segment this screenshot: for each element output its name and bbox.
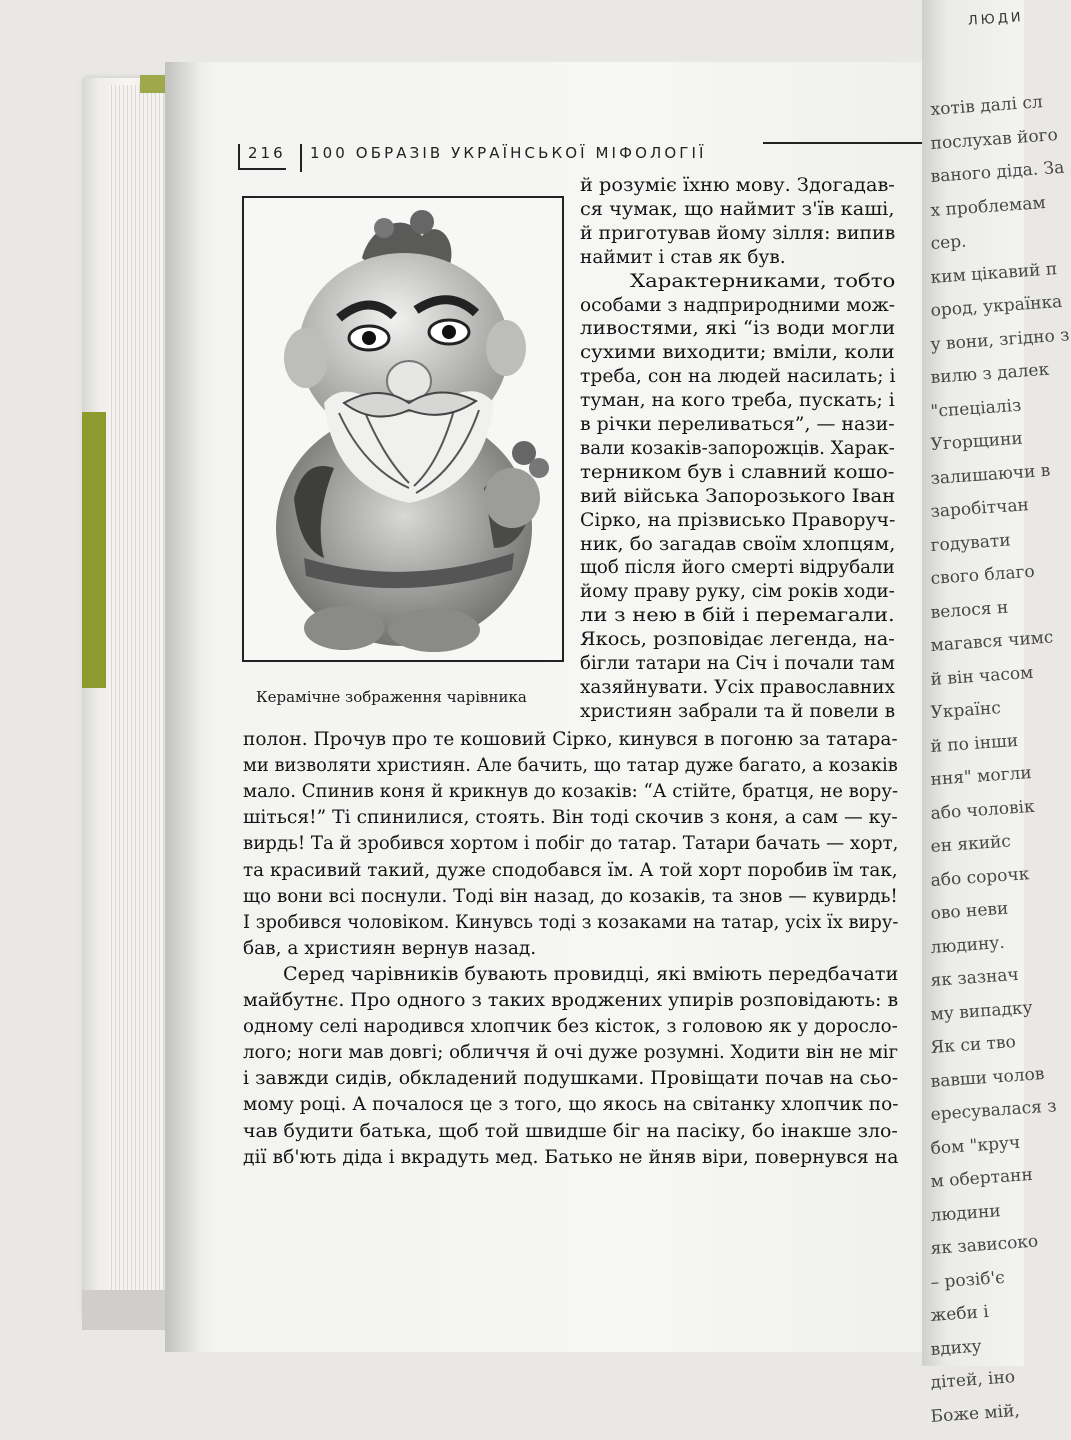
page-number: 216 — [248, 144, 286, 162]
facing-text-line: й він часом — [930, 662, 1034, 690]
facing-text-line: або чоловік — [930, 796, 1036, 824]
text-line: ливостями, які “із води могли — [580, 318, 896, 340]
header-bar — [238, 144, 240, 168]
text-line: ли з нею в бій і перемагали. — [580, 605, 895, 627]
text-line: лого; ноги мав довгі; обличчя й очі дуже розумні. Ходити він не міг — [243, 1042, 898, 1064]
text-line: вали козаків-запорожців. Харак- — [580, 437, 895, 459]
text-line: І зробився чоловіком. Кинувсь тоді з козаками на татар, усіх їх виру- — [243, 911, 899, 933]
text-line: вирдь! Та й зробився хортом і побіг до татар. Татари бачать — хорт, — [243, 833, 899, 855]
text-line: наймит і став як був. — [580, 246, 786, 268]
facing-text-line: сер. — [930, 231, 968, 254]
facing-text-line: ння" могли — [930, 762, 1033, 790]
facing-text-line: бом "круч — [930, 1132, 1021, 1159]
text-line: ник, бо загадав своїм хлопцям, — [580, 533, 896, 555]
facing-text-line: жеби і — [930, 1301, 990, 1326]
facing-text-line: дітей, іно — [930, 1367, 1016, 1393]
text-line: Якось, розповідає легенда, на- — [580, 629, 895, 651]
text-line: ся чумак, що наймит з'їв каші, — [580, 198, 895, 220]
page-number-underline — [238, 168, 286, 170]
facing-text-line: магався чимс — [930, 627, 1055, 656]
text-line: треба, сон на людей насилать; і — [580, 366, 896, 388]
facing-text-line: Угорщини — [930, 428, 1024, 455]
text-line: Сірко, на прізвисько Праворуч- — [580, 509, 896, 531]
text-line: християн забрали та й повели в — [580, 700, 896, 722]
text-line: щоб після його смерті відрубали — [580, 557, 895, 579]
text-line: ми визволяти християн. Але бачить, що татар дуже багато, а козаків — [243, 755, 898, 777]
facing-text-line: хотів далі сл — [930, 92, 1044, 120]
text-line: і завжди сидів, обкладений подушками. Провіщати почав на сьо- — [243, 1068, 899, 1090]
facing-text-line: му випадку — [930, 997, 1034, 1025]
spine-bottom — [82, 1290, 168, 1330]
text-line: й приготував йому зілля: випив — [580, 222, 896, 244]
facing-text-line: вдиху — [930, 1335, 983, 1360]
facing-text-line: свого благо — [930, 561, 1036, 589]
text-line: Серед чарівників бувають провидці, які вміють передбачати — [283, 963, 899, 985]
facing-text-line: "спеціаліз — [930, 395, 1022, 422]
text-line: чав будити батька, щоб той швидше біг на пасіку, бо інакше зло- — [243, 1120, 898, 1142]
facing-text-line: у вони, згідно з — [930, 324, 1071, 355]
facing-text-line: велося н — [930, 597, 1009, 623]
facing-text-line: ород, українка — [930, 291, 1063, 321]
facing-text-line: Українс — [930, 698, 1002, 723]
text-line: й розуміє їхню мову. Здогадав- — [580, 175, 895, 196]
text-line: туман, на кого треба, пускать; і — [580, 390, 895, 412]
spine-accent-band — [82, 412, 106, 688]
facing-text-line: х проблемам — [930, 192, 1047, 221]
running-header — [238, 142, 958, 172]
text-line: йому праву руку, сім років ходи- — [580, 581, 895, 603]
text-line: бав, а християн вернув назад. — [243, 937, 537, 959]
text-line: шіться!” Ті спинилися, стоять. Він тоді скочив з коня, а сам — ку- — [243, 807, 898, 829]
facing-text-line: заробітчан — [930, 495, 1030, 522]
facing-text-line: людини — [930, 1200, 1002, 1226]
text-line: мому році. А почалося це з того, що якось на світанку хлопчик по- — [243, 1094, 899, 1116]
text-line: Характерниками, тобто — [630, 270, 896, 292]
text-line: майбутнє. Про одного з таких вроджених упирів розповідають: в — [243, 990, 899, 1011]
text-line: терником був і славний кошо- — [580, 461, 895, 483]
spine-accent-top — [140, 75, 166, 93]
facing-text-line: ваного діда. За — [930, 157, 1065, 187]
text-line: дії вб'ють діда і вкрадуть мед. Батько не йняв віри, повернувся на — [243, 1146, 899, 1168]
text-line: полон. Прочув про те кошовий Сірко, кинувся в погоню за татара- — [243, 729, 898, 750]
header-bar — [300, 144, 302, 172]
text-line: та красивий такий, дуже сподобався їм. А той хорт поробив їм так, — [243, 859, 898, 881]
facing-text-line: ким цікавий п — [930, 258, 1058, 288]
facing-text-line: й по інши — [930, 730, 1019, 757]
text-line: що вони всі поснули. Тоді він назад, до козаків, та знов — кувирдь! — [243, 885, 898, 907]
facing-text-line: годувати — [930, 529, 1012, 556]
book-title: 100 ОБРАЗІВ УКРАЇНСЬКОЇ МІФОЛОГІЇ — [310, 144, 707, 162]
header-rule — [763, 142, 947, 144]
facing-text-line: або сорочк — [930, 863, 1030, 891]
facing-text-line: Боже мій, — [930, 1400, 1021, 1427]
facing-text-line: вилю з далек — [930, 359, 1050, 388]
facing-text-line: людину. — [930, 932, 1006, 958]
text-line: вий війська Запорозького Іван — [580, 485, 896, 507]
text-line: особами з надприродними мож- — [580, 294, 896, 316]
facing-text-line: ово неви — [930, 898, 1009, 924]
facing-text-line: вавши чолов — [930, 1063, 1046, 1092]
facing-text-line: Як си тво — [930, 1032, 1017, 1058]
page-edges — [108, 85, 164, 1290]
text-line: сухими виходити; вміли, коли — [580, 342, 895, 364]
text-line: хазяйнувати. Усіх православних — [580, 676, 895, 698]
text-line: бігли татари на Січ і почали там — [580, 653, 895, 674]
facing-page-header: ЛЮДИ — [967, 10, 1025, 29]
text-line: одному селі народився хлопчик без кісток, з головою як у доросло- — [243, 1016, 898, 1038]
facing-text-line: ен якийс — [930, 831, 1012, 857]
ceramic-wizard-photo — [242, 196, 564, 662]
facing-page-text — [930, 92, 1071, 1427]
facing-text-line: як зависоко — [930, 1231, 1039, 1259]
facing-text-line: ересувалася з — [930, 1096, 1058, 1125]
facing-text-line: – розіб'є — [930, 1267, 1006, 1293]
text-line: мало. Спинив коня й крикнув до козаків: “А стійте, братця, не вору- — [243, 781, 899, 803]
illustration-caption: Керамічне зображення чарівника — [256, 688, 527, 706]
facing-text-line: послухав його — [930, 124, 1059, 154]
facing-text-line: залишаючи в — [930, 460, 1051, 489]
page-gutter-shadow — [165, 62, 200, 1352]
facing-text-line: м обертанн — [930, 1164, 1034, 1192]
facing-text-line: як зазнач — [930, 964, 1020, 991]
text-line: в річки переливаться”, — нази- — [580, 414, 895, 435]
